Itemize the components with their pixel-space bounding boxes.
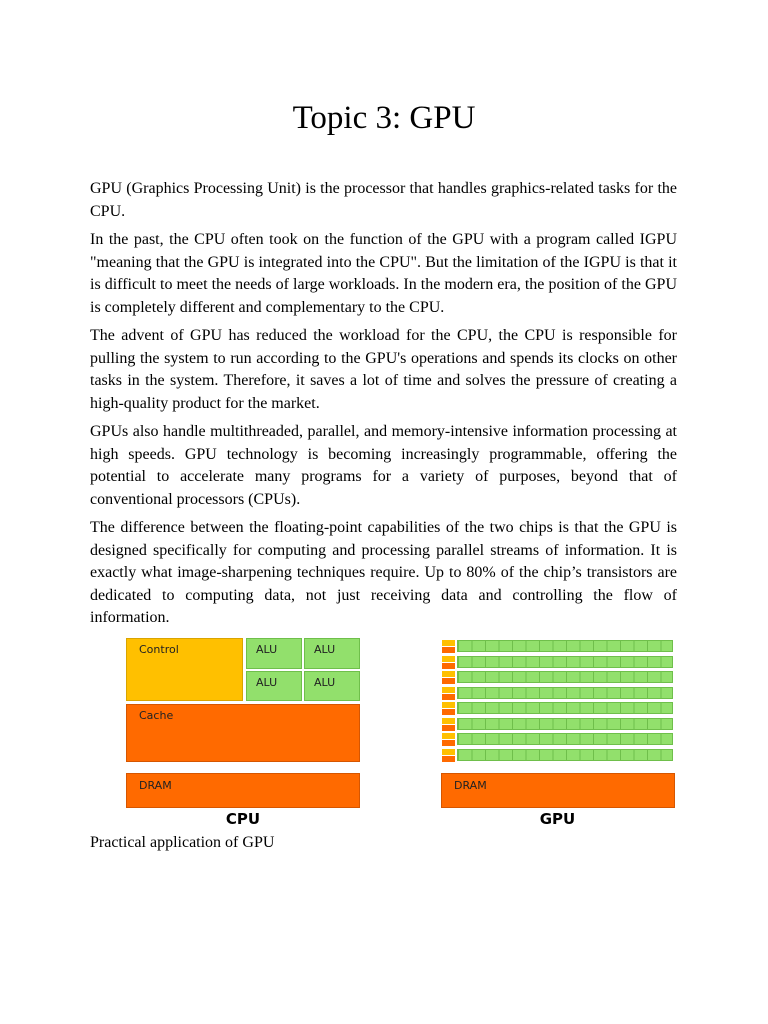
gpu-control-unit <box>442 718 455 724</box>
gpu-control-unit <box>442 671 455 677</box>
gpu-control-unit <box>442 687 455 693</box>
gpu-control-unit <box>442 702 455 708</box>
gpu-cache-unit <box>442 709 455 715</box>
gpu-cache-unit <box>442 740 455 746</box>
gpu-alu-grid <box>457 656 673 668</box>
gpu-alu-grid <box>457 687 673 699</box>
gpu-alu-grid <box>457 733 673 745</box>
gpu-control-unit <box>442 656 455 662</box>
gpu-core-row <box>440 749 675 762</box>
gpu-core-row <box>440 671 675 684</box>
gpu-core-row <box>440 656 675 669</box>
gpu-dram-block: DRAM <box>441 773 675 808</box>
gpu-alu-grid <box>457 640 673 652</box>
cpu-architecture-figure <box>126 638 360 838</box>
gpu-cache-unit <box>442 663 455 669</box>
gpu-alu-grid <box>457 702 673 714</box>
paragraph-4: GPUs also handle multithreaded, parallel, and memory-intensive information processing at high speeds. GPU technology is becoming increasingly programmable, offering the potential to accelerate many programs for a variety of purposes, beyond that of conventional processors (CPUs). <box>90 423 677 508</box>
cpu-dram-block: DRAM <box>126 773 360 808</box>
paragraph-3: The advent of GPU has reduced the workload for the CPU, the CPU is responsible for pulling the system to run according to the GPU's operations and spends its clocks on other tasks in the system. Therefore, it saves a lot of time and solves the pressure of creating a high-quality product for the market. <box>90 327 677 412</box>
gpu-control-unit <box>442 733 455 739</box>
gpu-control-unit <box>442 749 455 755</box>
cpu-cache-block: Cache <box>126 704 360 762</box>
cpu-alu-block: ALU <box>246 638 302 669</box>
gpu-figure-label: GPU <box>539 810 576 828</box>
figure-caption: Practical application of GPU <box>90 834 275 851</box>
gpu-core-row <box>440 687 675 700</box>
gpu-cache-unit <box>442 694 455 700</box>
gpu-alu-grid <box>457 671 673 683</box>
cpu-alu-block: ALU <box>304 638 360 669</box>
gpu-alu-grid <box>457 718 673 730</box>
paragraph-2: In the past, the CPU often took on the function of the GPU with a program called IGPU "meaning that the GPU is integrated into the CPU". But the limitation of the IGPU is that it is difficult to meet the needs of large workloads. In the modern era, the position of the GPU is completely different and complementary to the CPU. <box>90 231 677 316</box>
gpu-cache-unit <box>442 725 455 731</box>
gpu-cache-unit <box>442 647 455 653</box>
paragraph-5: The difference between the floating-point capabilities of the two chips is that the GPU is designed specifically for computing and processing parallel streams of information. It is exactly what image-sharpening techniques require. Up to 80% of the chip’s transistors are dedicated to computing data, not just receiving data and controlling the flow of information. <box>90 519 677 626</box>
gpu-core-row <box>440 733 675 746</box>
cpu-control-block: Control <box>126 638 243 701</box>
gpu-core-row <box>440 640 675 653</box>
gpu-core-row <box>440 702 675 715</box>
gpu-architecture-figure <box>440 638 675 838</box>
gpu-cache-unit <box>442 756 455 762</box>
gpu-alu-grid <box>457 749 673 761</box>
paragraph-1: GPU (Graphics Processing Unit) is the processor that handles graphics-related tasks for the CPU. <box>90 180 677 220</box>
page-title: Topic 3: GPU <box>292 100 476 136</box>
cpu-figure-label: CPU <box>225 810 261 828</box>
gpu-core-row <box>440 718 675 731</box>
gpu-control-unit <box>442 640 455 646</box>
gpu-cache-unit <box>442 678 455 684</box>
cpu-alu-block: ALU <box>304 671 360 701</box>
body-text <box>90 178 677 636</box>
cpu-alu-block: ALU <box>246 671 302 701</box>
